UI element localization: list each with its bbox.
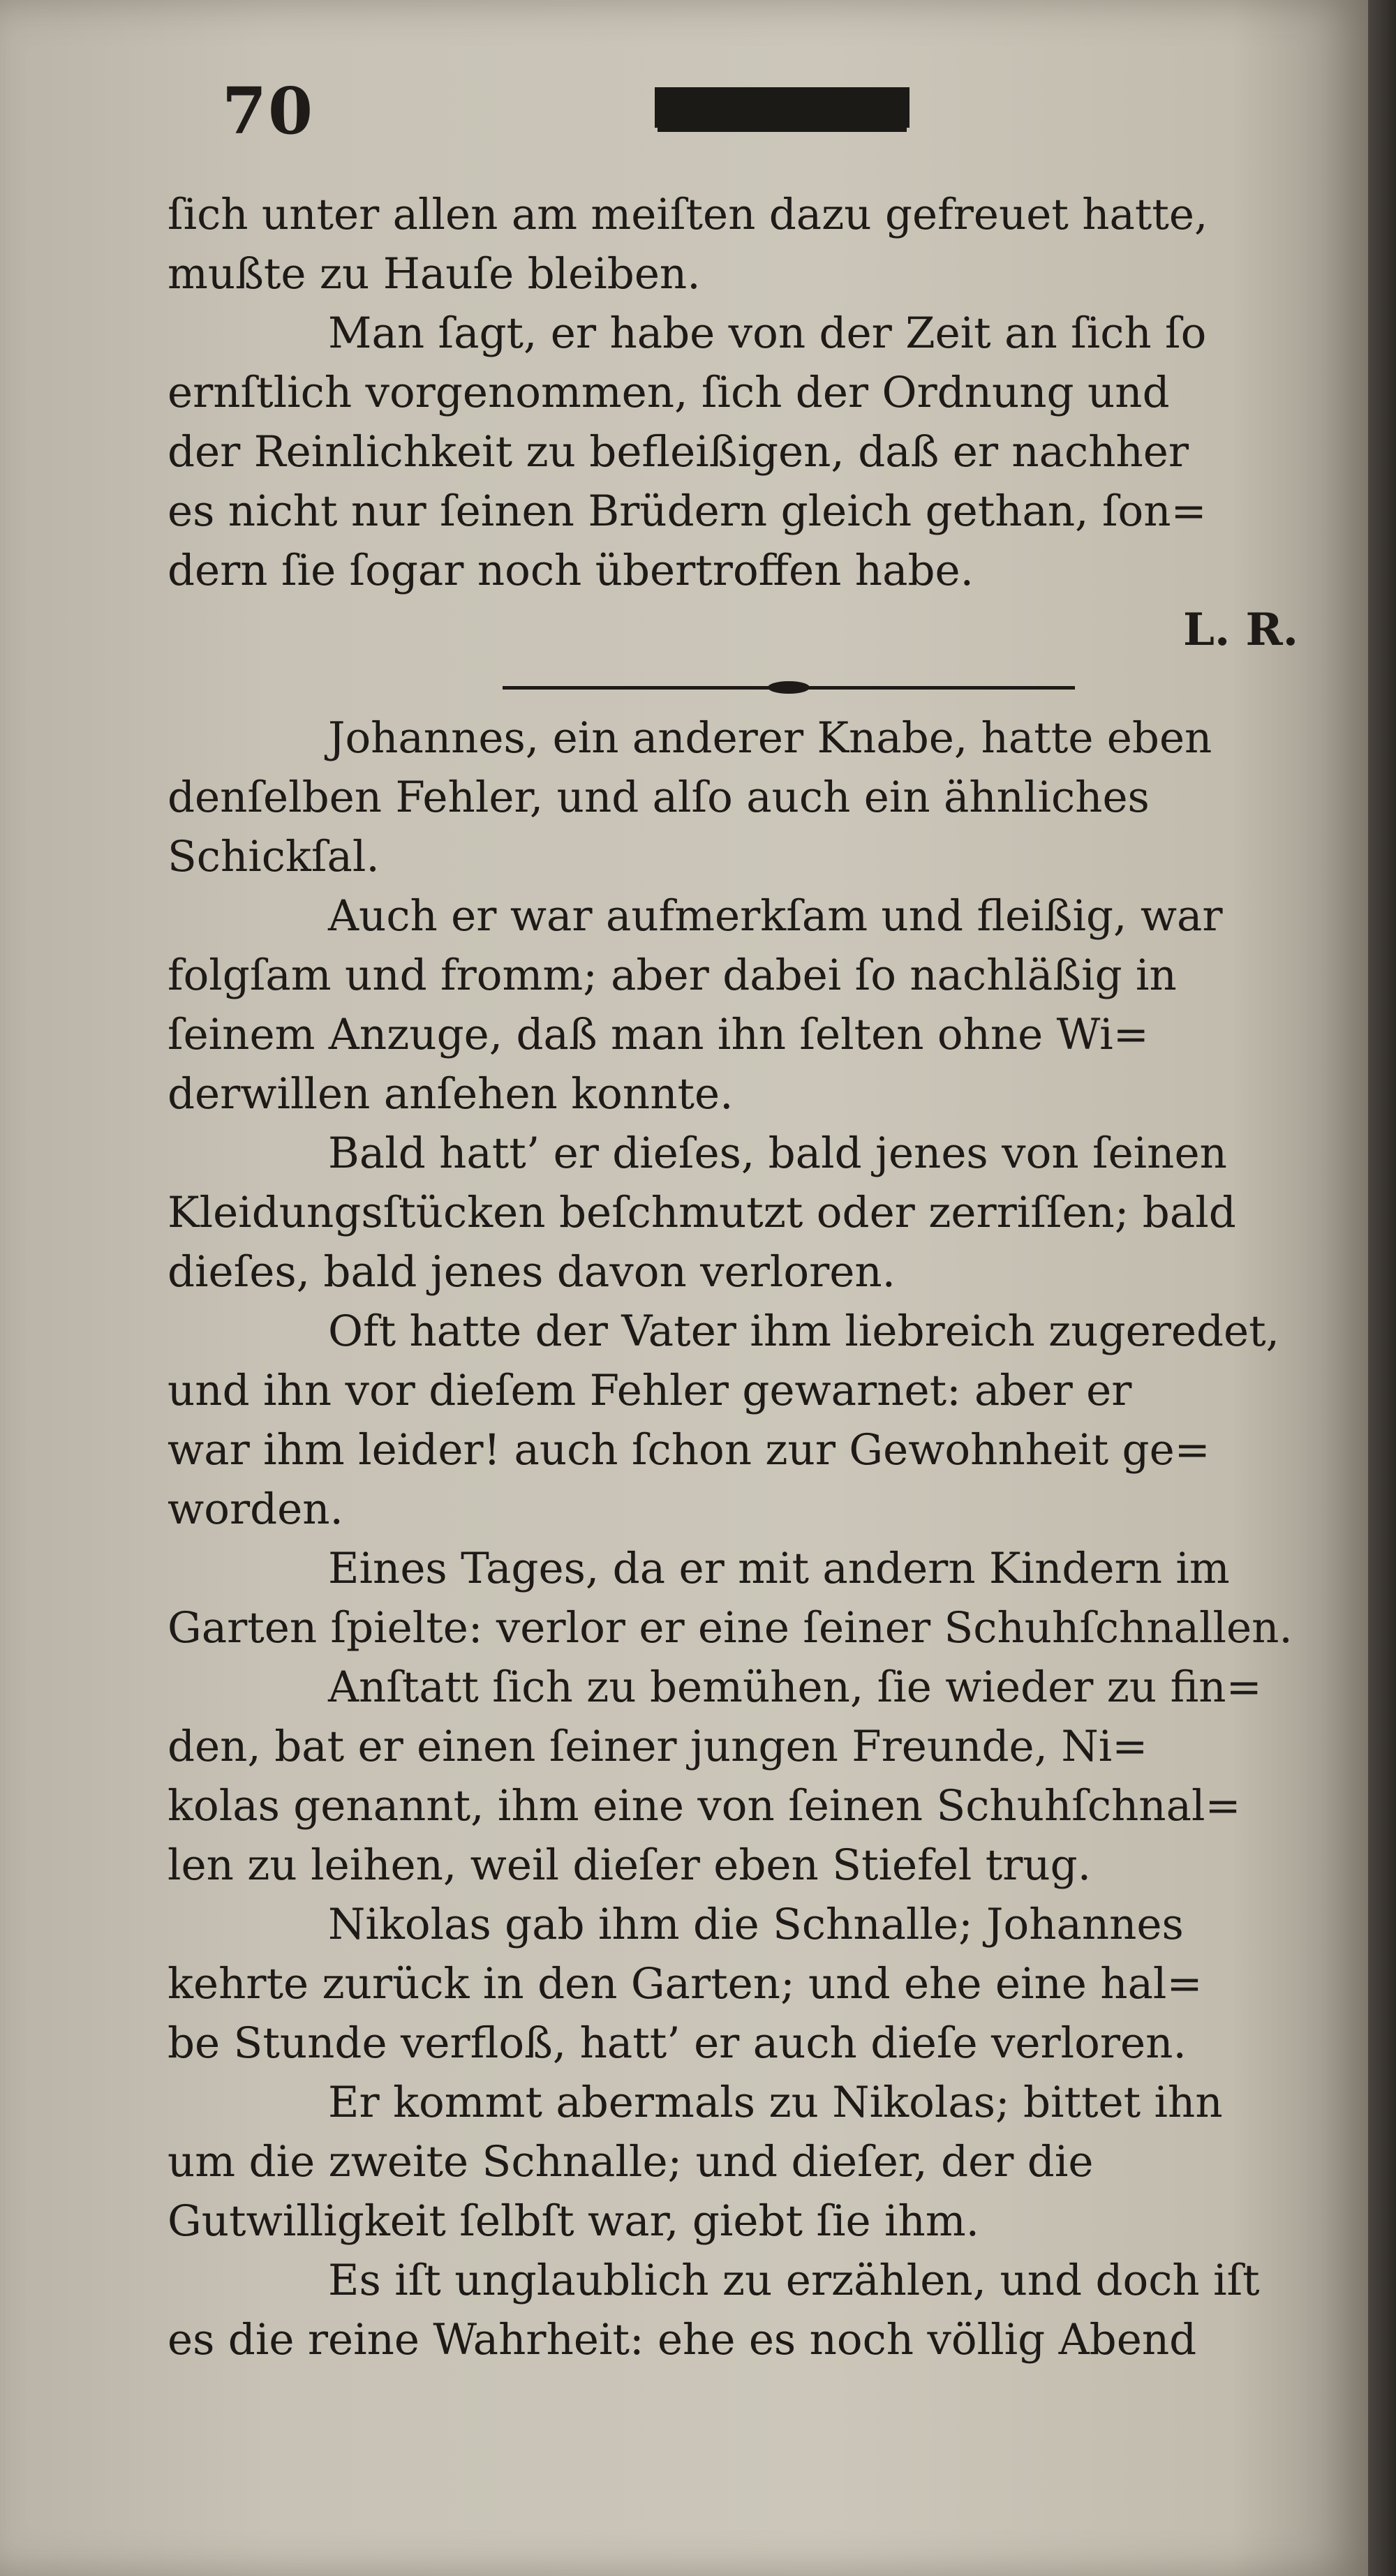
text-line: Man ſagt, er habe von der Zeit an ſich ſo <box>328 308 1207 358</box>
text-line: Nikolas gab ihm die Schnalle; Johannes <box>328 1900 1184 1949</box>
text-line: Oft hatte der Vater ihm liebreich zugeredet, <box>328 1306 1280 1356</box>
text-line: ſich unter allen am meiſten dazu gefreuet hatte, <box>168 190 1208 239</box>
divider-ornament <box>768 681 810 694</box>
text-line: Schickſal. <box>168 832 380 881</box>
text-line: dern ſie ſogar noch übertroffen habe. <box>168 546 974 595</box>
text-line: der Reinlichkeit zu befleißigen, daß er nachher <box>168 427 1189 477</box>
book-spine-edge <box>1368 0 1396 2576</box>
text-line: es nicht nur ſeinen Brüdern gleich gethan, ſon= <box>168 486 1207 536</box>
text-line: worden. <box>168 1484 343 1534</box>
text-line: Auch er war aufmerkſam und fleißig, war <box>328 891 1223 941</box>
text-line: um die zweite Schnalle; und dieſer, der die <box>168 2137 1094 2187</box>
text-line: ſeinem Anzuge, daß man ihn ſelten ohne Wi= <box>168 1010 1149 1059</box>
text-line: Er kommt abermals zu Nikolas; bittet ihn <box>328 2078 1223 2127</box>
text-line: es die reine Wahrheit: ehe es noch völlig Abend <box>168 2315 1197 2365</box>
text-line: und ihn vor dieſem Fehler gewarnet: aber er <box>168 1366 1132 1415</box>
page-header <box>222 73 920 150</box>
text-line: war ihm leider! auch ſchon zur Gewohnheit ge= <box>168 1425 1210 1475</box>
text-line: be Stunde verfloß, hatt’ er auch dieſe verloren. <box>168 2018 1187 2068</box>
text-line: kehrte zurück in den Garten; und ehe eine hal= <box>168 1959 1203 2009</box>
page-number: 70 <box>222 73 315 149</box>
author-signature: L. R. <box>1182 604 1298 656</box>
text-line: len zu leihen, weil dieſer eben Stiefel trug. <box>168 1840 1092 1890</box>
text-line: Johannes, ein anderer Knabe, hatte eben <box>328 713 1212 763</box>
text-line: Bald hatt’ er dieſes, bald jenes von ſeinen <box>328 1129 1227 1178</box>
text-line: ernſtlich vorgenommen, ſich der Ordnung und <box>168 368 1170 417</box>
text-line: kolas genannt, ihm eine von ſeinen Schuhſchnal= <box>168 1781 1241 1831</box>
text-line: folgſam und fromm; aber dabei ſo nachläßig in <box>168 951 1177 1000</box>
text-line: Kleidungsſtücken beſchmutzt oder zerriſſen; bald <box>168 1188 1236 1237</box>
text-line: den, bat er einen ſeiner jungen Freunde, Ni= <box>168 1722 1148 1771</box>
text-line: dieſes, bald jenes davon verloren. <box>168 1247 896 1297</box>
text-line: derwillen anſehen konnte. <box>168 1069 734 1119</box>
text-line: denſelben Fehler, und alſo auch ein ähnliches <box>168 773 1150 822</box>
text-line: mußte zu Hauſe bleiben. <box>168 249 701 299</box>
header-ornament-rule <box>655 87 909 128</box>
text-line: Garten ſpielte: verlor er eine ſeiner Schuhſchnallen. <box>168 1603 1293 1653</box>
body-text <box>168 185 1354 2369</box>
text-line: Eines Tages, da er mit andern Kindern im <box>328 1544 1230 1593</box>
text-line: Es iſt unglaublich zu erzählen, und doch iſt <box>328 2256 1260 2305</box>
section-divider <box>168 660 1354 708</box>
text-line: Anſtatt ſich zu bemühen, ſie wieder zu fin= <box>328 1662 1262 1712</box>
text-line: Gutwilligkeit ſelbſt war, giebt ſie ihm. <box>168 2196 980 2246</box>
